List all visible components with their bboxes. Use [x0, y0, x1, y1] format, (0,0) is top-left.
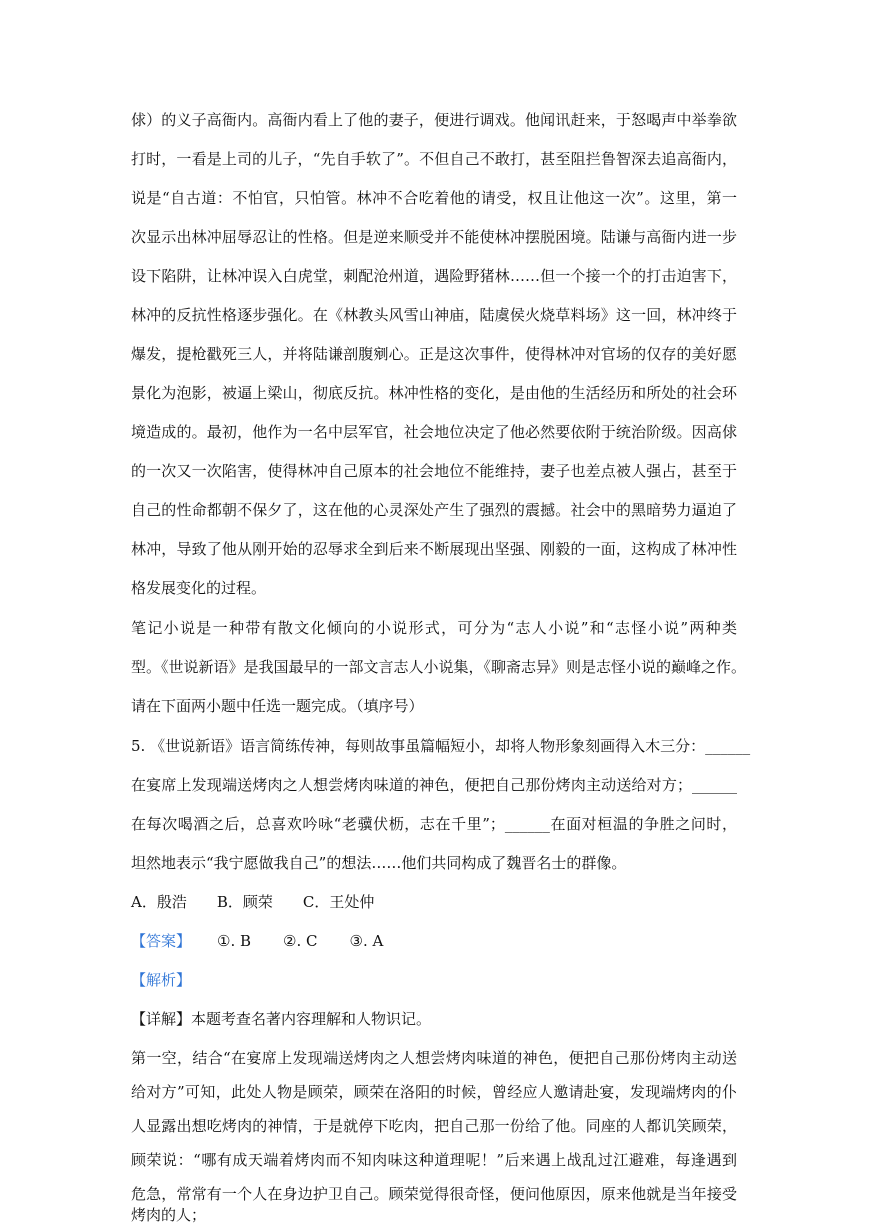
- text-line: 烤肉的人；: [131, 1206, 207, 1224]
- answer-row: [131, 931, 737, 951]
- detail-tag: 【详解】: [131, 1010, 192, 1028]
- text-line: 第一空，结合“在宴席上发现端送烤肉之人想尝烤肉味道的神色，便把自己那份烤肉主动送: [131, 1049, 737, 1067]
- analysis-tag: 【解析】: [131, 971, 192, 989]
- text-line: 人显露出想吃烤肉的神情，于是就停下吃肉，把自己那一份给了他。同座的人都讥笑顾荣，: [131, 1117, 737, 1135]
- detail-text: 本题考查名著内容理解和人物识记。: [191, 1010, 432, 1028]
- question-line: 5. 《世说新语》语言简练传神，每则故事虽篇幅短小，却将人物形象刻画得入木三分：______: [131, 737, 751, 755]
- detail-row: [131, 1009, 737, 1029]
- analysis-row: [131, 970, 737, 990]
- question-line: 在每次喝酒之后，总喜欢吟咏“老骥伏枥，志在千里”；______在面对桓温的争胜之问时，: [131, 815, 737, 833]
- text-line: 林冲，导致了他从刚开始的忍辱求全到后来不断展现出坚强、刚毅的一面，这构成了林冲性: [131, 540, 737, 558]
- text-line: 次显示出林冲屈辱忍让的性格。但是逆来顺受并不能使林冲摆脱困境。陆谦与高衙内进一步: [131, 228, 737, 246]
- answer-item: ①. B: [217, 932, 252, 950]
- question-options: A．殷浩 B．顾荣 C．王处仲: [131, 893, 375, 911]
- text-line: 笔记小说是一种带有散文化倾向的小说形式，可分为“志人小说”和“志怪小说”两种类: [131, 619, 737, 637]
- answer-item: ③. A: [349, 932, 384, 950]
- text-line: 请在下面两小题中任选一题完成。（填序号）: [131, 697, 424, 715]
- question-line: 坦然地表示“我宁愿做我自己”的想法……他们共同构成了魏晋名士的群像。: [131, 854, 627, 872]
- text-line: 危急，常常有一个人在身边护卫自己。顾荣觉得很奇怪，便问他原因，原来他就是当年接受: [131, 1185, 737, 1203]
- text-line: 说是“自古道：不怕官，只怕管。林冲不合吃着他的请受，权且让他这一次”。这里，第一: [131, 189, 737, 207]
- text-line: 型。《世说新语》是我国最早的一部文言志人小说集，《聊斋志异》则是志怪小说的巅峰之作。: [131, 658, 747, 676]
- text-line: 设下陷阱，让林冲误入白虎堂，刺配沧州道，遇险野猪林……但一个接一个的打击迫害下，: [131, 267, 737, 285]
- text-line: 林冲的反抗性格逐步强化。在《林教头风雪山神庙，陆虞侯火烧草料场》这一回，林冲终于: [131, 306, 737, 324]
- text-line: 景化为泡影，被逼上梁山，彻底反抗。林冲性格的变化，是由他的生活经历和所处的社会环: [131, 384, 737, 402]
- text-line: 爆发，提枪戳死三人，并将陆谦剖腹剜心。正是这次事件，使得林冲对官场的仅存的美好愿: [131, 345, 737, 363]
- text-line: 打时，一看是上司的儿子，“先自手软了”。不但自己不敢打，甚至阻拦鲁智深去追高衙内，: [131, 150, 737, 168]
- text-line: 的一次又一次陷害，使得林冲自己原本的社会地位不能维持，妻子也差点被人强占，甚至于: [131, 462, 737, 480]
- question-line: 在宴席上发现端送烤肉之人想尝烤肉味道的神色，便把自己那份烤肉主动送给对方；______: [131, 776, 737, 794]
- answer-item: ②. C: [283, 932, 318, 950]
- text-line: 给对方”可知，此处人物是顾荣，顾荣在洛阳的时候，曾经应人邀请赴宴，发现端烤肉的仆: [131, 1083, 737, 1101]
- text-line: 自己的性命都朝不保夕了，这在他的心灵深处产生了强烈的震撼。社会中的黑暗势力逼迫了: [131, 501, 737, 519]
- text-line: 境造成的。最初，他作为一名中层军官，社会地位决定了他必然要依附于统治阶级。因高俅: [131, 423, 737, 441]
- text-line: 格发展变化的过程。: [131, 579, 267, 597]
- text-line: 顾荣说：“哪有成天端着烤肉而不知肉味这种道理呢！”后来遇上战乱过江避难，每逢遇到: [131, 1151, 737, 1169]
- answer-tag: 【答案】: [131, 932, 192, 950]
- text-line: 俅）的义子高衙内。高衙内看上了他的妻子，便进行调戏。他闻讯赶来，于怒喝声中举拳欲: [131, 111, 737, 129]
